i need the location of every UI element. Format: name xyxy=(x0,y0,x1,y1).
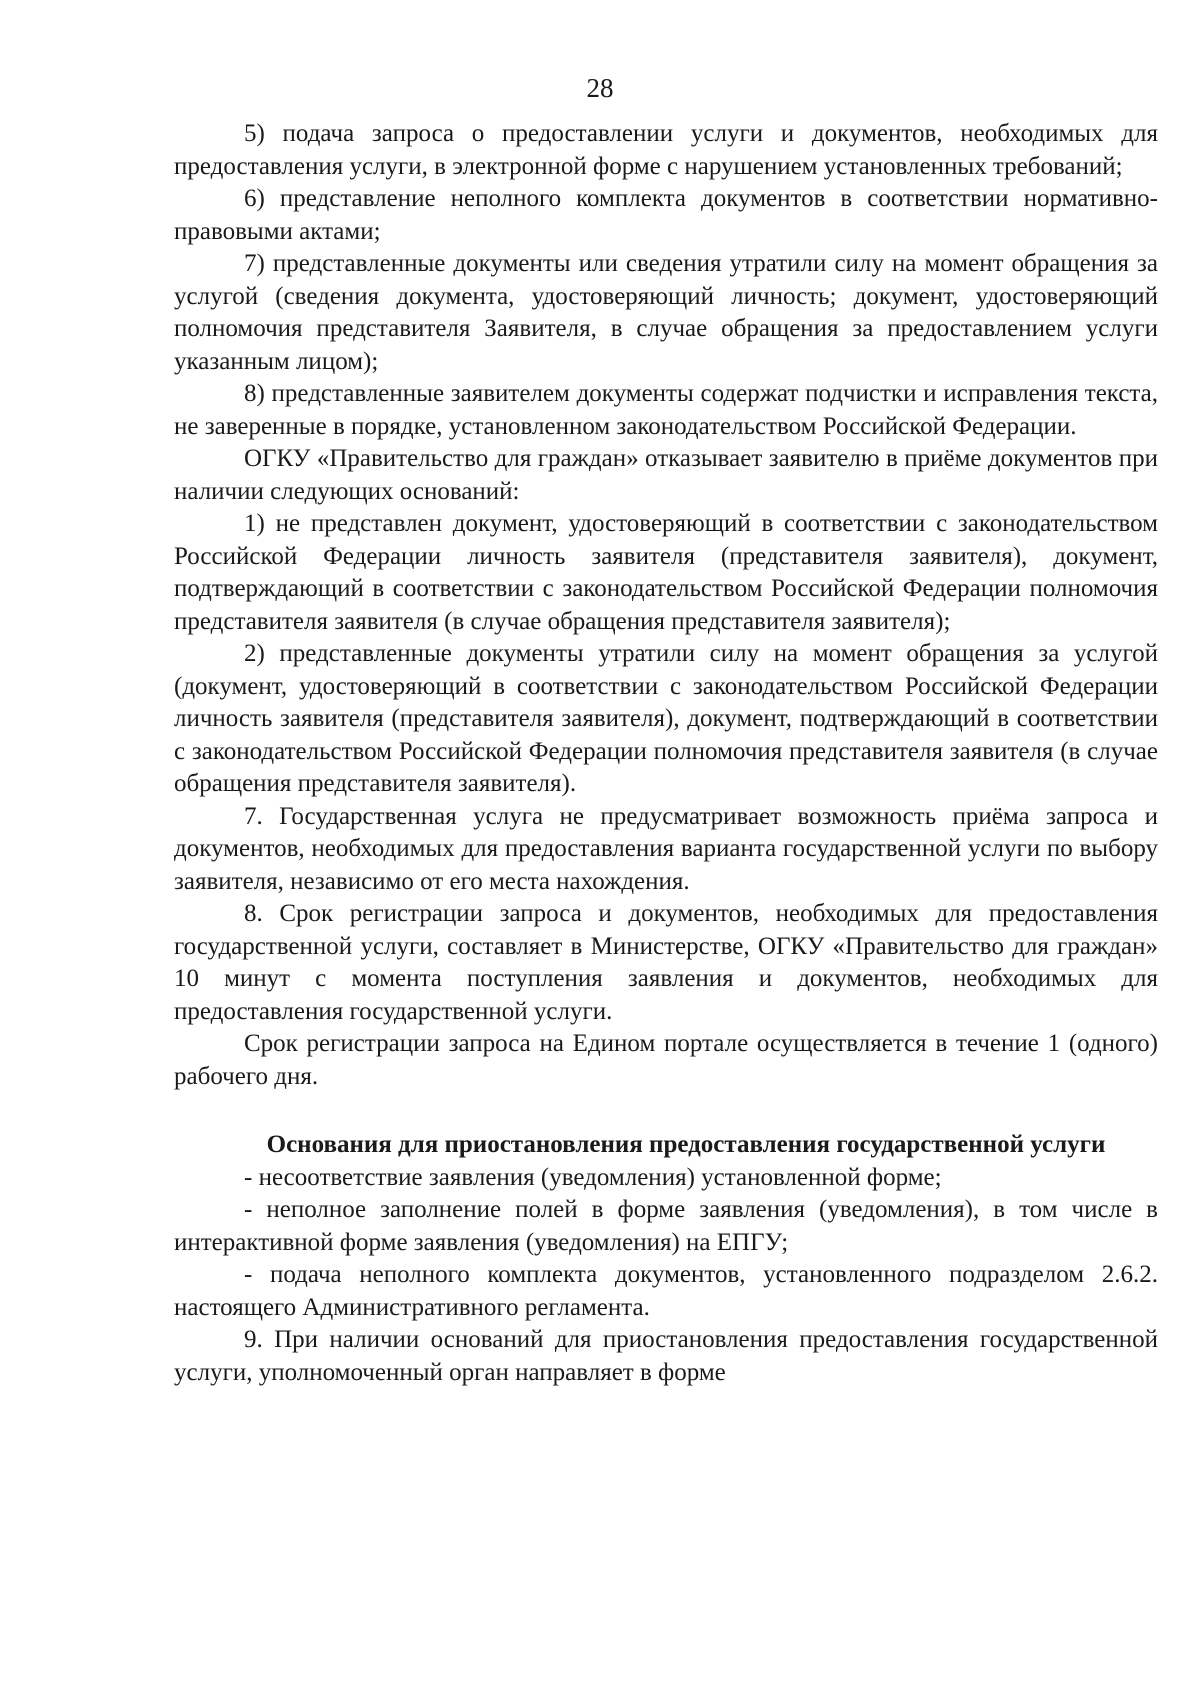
paragraph-suspension-ground-1: - несоответствие заявления (уведомления) установленной форме; xyxy=(244,1163,942,1191)
paragraph-section-9: 9. При наличии оснований для приостановления предоставления государственной услуги, уполномоченный орган направляет в форме xyxy=(174,1326,1158,1386)
paragraph-refusal-ground-1: 1) не представлен документ, удостоверяющий в соответствии с законодательством Российской Федерации личность заявителя (представителя заявителя), документ, подтверждающий в соответствии с законодательством Российской Федерации полномочия представителя заявителя (в случае обращения представителя заявителя); xyxy=(174,510,1158,635)
paragraph-suspension-ground-2: - неполное заполнение полей в форме заявления (уведомления), в том числе в интерактивной форме заявления (уведомления) на ЕПГУ; xyxy=(174,1196,1158,1256)
paragraph-suspension-ground-3: - подача неполного комплекта документов, установленного подразделом 2.6.2. настоящего Административного регламента. xyxy=(174,1261,1158,1321)
page-number: 28 xyxy=(586,73,614,103)
paragraph-ogku-refusal-intro: ОГКУ «Правительство для граждан» отказывает заявителю в приёме документов при наличии следующих оснований: xyxy=(174,445,1158,505)
paragraph-item-5-filing-violation: 5) подача запроса о предоставлении услуги и документов, необходимых для предоставления услуги, в электронной форме с нарушением установленных требований; xyxy=(174,120,1158,180)
paragraph-item-6-incomplete-set: 6) представление неполного комплекта документов в соответствии нормативно-правовыми актами; xyxy=(174,185,1158,245)
paragraph-refusal-ground-2: 2) представленные документы утратили силу на момент обращения за услугой (документ, удостоверяющий в соответствии с законодательством Российской Федерации личность заявителя (представителя заявителя), документ, подтверждающий в соответствии с законодательством Российской Федерации полномочия представителя заявителя (в случае обращения представителя заявителя). xyxy=(174,640,1158,797)
document-body xyxy=(174,118,1158,1389)
section-heading-suspension-grounds: Основания для приостановления предоставления государственной услуги xyxy=(266,1131,1106,1158)
paragraph-item-8-erasures: 8) представленные заявителем документы содержат подчистки и исправления текста, не заверенные в порядке, установленном законодательством Российской Федерации. xyxy=(174,380,1158,440)
paragraph-item-7-expired-documents: 7) представленные документы или сведения утратили силу на момент обращения за услугой (сведения документа, удостоверяющий личность; документ, удостоверяющий полномочия представителя Заявителя, в случае обращения за предоставлением услуги указанным лицом); xyxy=(174,250,1158,375)
paragraph-section-8: 8. Срок регистрации запроса и документов, необходимых для предоставления государственной услуги, составляет в Министерстве, ОГКУ «Правительство для граждан» 10 минут с момента поступления заявления и документов, необходимых для предоставления государственной услуги. xyxy=(174,900,1158,1025)
paragraph-section-7: 7. Государственная услуга не предусматривает возможность приёма запроса и документов, необходимых для предоставления варианта государственной услуги по выбору заявителя, независимо от его места нахождения. xyxy=(174,802,1158,895)
paragraph-portal-registration: Срок регистрации запроса на Едином портале осуществляется в течение 1 (одного) рабочего дня. xyxy=(174,1030,1158,1090)
